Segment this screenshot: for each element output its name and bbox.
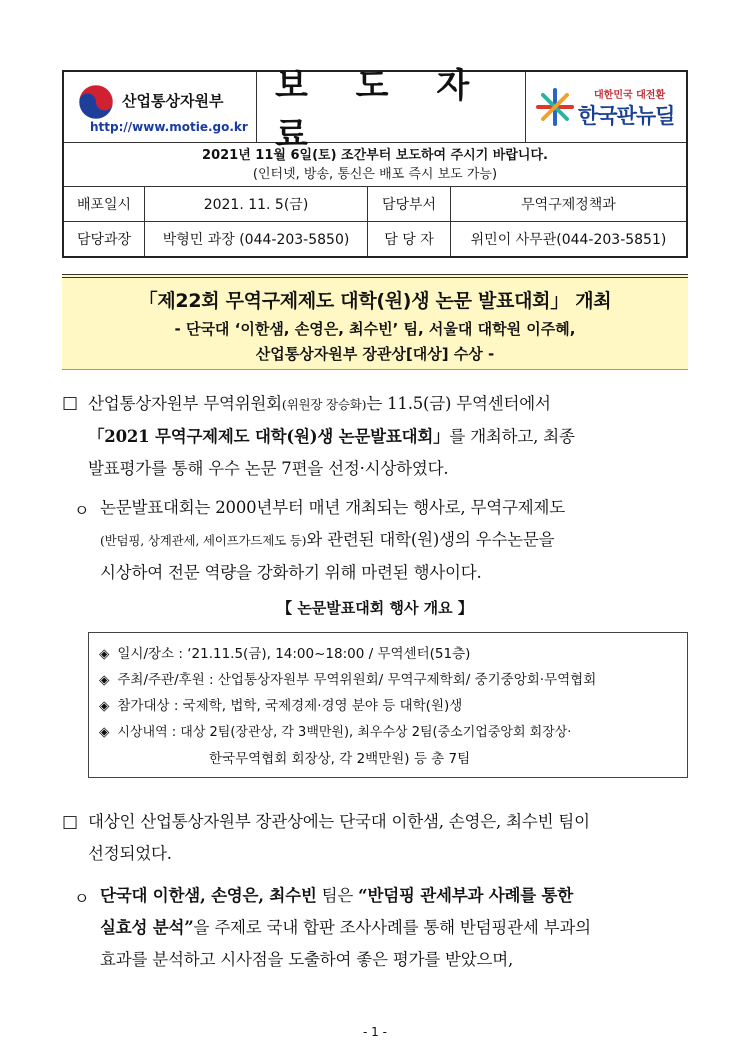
- paragraph-3: [88, 806, 693, 870]
- department-label: 담당부서: [368, 187, 451, 221]
- headline-box: [62, 274, 688, 370]
- embargo-notice: [64, 143, 686, 187]
- contact-row: [64, 221, 686, 256]
- embargo-line-2: (인터넷, 방송, 통신은 배포 즉시 보도 가능): [252, 167, 498, 182]
- paragraph-3-line-1: 대상인 산업통상자원부 장관상에는 단국대 이한샘, 손영은, 최수빈 팀이: [88, 812, 590, 831]
- ministry-name: 산업통상자원부: [122, 92, 224, 110]
- new-deal-logo-cell: [525, 72, 686, 142]
- paragraph-3-line-2: 선정되었다.: [88, 844, 172, 863]
- paragraph-1: [88, 388, 693, 485]
- header-top-row: [64, 66, 686, 155]
- overview-item-awards-cont: 한국무역협회 회장상, 각 2백만원) 등 총 7팀: [209, 751, 471, 767]
- paragraph-4: [100, 880, 693, 976]
- distribution-date-label: 배포일시: [64, 187, 145, 221]
- paragraph-1-line-3: 발표평가를 통해 우수 논문 7편을 선정·시상하였다.: [88, 459, 449, 478]
- overview-item-awards: ◈ 시상내역 : 대상 2팀(장관상, 각 3백만원), 최우수상 2팀(중소기업중앙회 회장상·: [99, 724, 572, 740]
- press-release-title-cell: [257, 66, 525, 155]
- paragraph-1-line-2: 「2021 무역구제제도 대학(원)생 논문발표대회」를 개최하고, 최종: [88, 427, 575, 446]
- press-release-header: [62, 66, 688, 258]
- headline-sub-2: 산업통상자원부 장관상[대상] 수상 -: [255, 345, 495, 363]
- circle-bullet-2: ㅇ: [74, 889, 90, 908]
- director-value: 박형민 과장 (044-203-5850): [145, 222, 368, 256]
- square-bullet-1: □: [62, 393, 79, 413]
- diamond-bullet: ◈: [99, 646, 110, 662]
- officer-label: 담 당 자: [368, 222, 451, 256]
- diamond-bullet: ◈: [99, 698, 110, 714]
- diamond-bullet: ◈: [99, 672, 110, 688]
- paragraph-2-line-3: 시상하여 전문 역량을 강화하기 위해 마련된 행사이다.: [100, 563, 482, 582]
- overview-item-organizers: ◈ 주최/주관/후원 : 산업통상자원부 무역위원회/ 무역구제학회/ 중기중앙회·무역협회: [99, 672, 597, 688]
- headline-main: 「제22회 무역구제제도 대학(원)생 논문 발표대회」 개최: [138, 290, 612, 312]
- square-bullet-2: □: [62, 812, 79, 832]
- distribution-row: [64, 187, 686, 221]
- new-deal-name: 한국판뉴딜: [578, 104, 675, 128]
- overview-box: [88, 632, 688, 778]
- paragraph-4-line-2: 실효성 분석”을 주제로 국내 합판 조사사례를 통해 반덤핑관세 부과의: [100, 918, 591, 937]
- paragraph-2: [100, 492, 693, 589]
- officer-value: 위민이 사무관(044-203-5851): [470, 232, 667, 248]
- ministry-url[interactable]: http://www.motie.go.kr: [90, 120, 248, 134]
- paragraph-1-line-1: 산업통상자원부 무역위원회(위원장 장승화)는 11.5(금) 무역센터에서: [88, 394, 551, 413]
- overview-item-participants: ◈ 참가대상 : 국제학, 법학, 국제경제·경영 분야 등 대학(원)생: [99, 698, 463, 714]
- diamond-bullet: ◈: [99, 724, 110, 740]
- new-deal-slogan: 대한민국 대전환: [594, 90, 666, 101]
- new-deal-star-icon: [534, 86, 576, 128]
- director-label: 담당과장: [64, 222, 145, 256]
- circle-bullet-1: ㅇ: [74, 501, 90, 520]
- embargo-line-1: 2021년 11월 6일(토) 조간부터 보도하여 주시기 바랍니다.: [202, 148, 548, 163]
- department-value: 무역구제정책과: [521, 197, 616, 213]
- paragraph-4-line-1: 단국대 이한샘, 손영은, 최수빈 팀은 “반덤핑 관세부과 사례를 통한: [100, 886, 573, 905]
- headline-sub-1: - 단국대 ‘이한샘, 손영은, 최수빈’ 팀, 서울대 대학원 이주혜,: [174, 320, 576, 338]
- paragraph-4-line-3: 효과를 분석하고 시사점을 도출하여 좋은 평가를 받았으며,: [100, 950, 514, 969]
- press-release-title: 보 도 자 료: [275, 66, 488, 155]
- ministry-logo-cell: [64, 72, 257, 142]
- distribution-date-value: 2021. 11. 5(금): [145, 187, 368, 221]
- paragraph-2-line-1: 논문발표대회는 2000년부터 매년 개최되는 행사로, 무역구제제도: [100, 498, 565, 517]
- paragraph-2-line-2: (반덤핑, 상계관세, 세이프가드제도 등)와 관련된 대학(원)생의 우수논문을: [100, 530, 555, 549]
- page-number: - 1 -: [363, 1025, 387, 1039]
- taegeuk-emblem-icon: [78, 84, 114, 120]
- overview-title: 【 논문발표대회 행사 개요 】: [277, 599, 473, 617]
- overview-item-datetime: ◈ 일시/장소 : ‘21.11.5(금), 14:00~18:00 / 무역센터(51층): [99, 646, 471, 662]
